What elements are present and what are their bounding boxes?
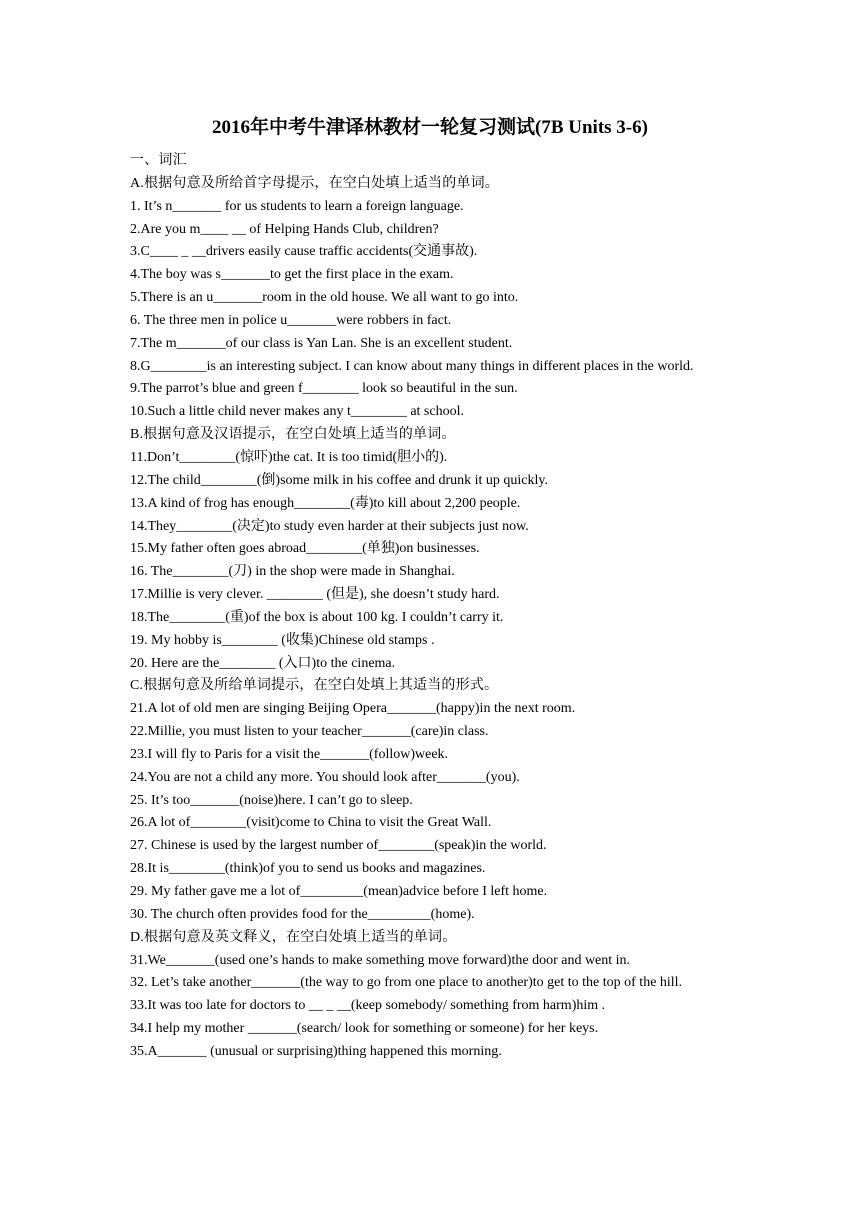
- section-c-heading: C.根据句意及所给单词提示，在空白处填上其适当的形式。: [130, 678, 499, 694]
- question-21: 21.A lot of old men are singing Beijing Opera_______(happy)in the next room.: [130, 701, 576, 717]
- vocab-heading: 一、词汇: [130, 153, 187, 168]
- question-19: 19. My hobby is________ (收集)Chinese old stamps .: [130, 632, 435, 648]
- question-12: 12.The child________(倒)some milk in his coffee and drunk it up quickly.: [130, 472, 548, 488]
- question-30: 30. The church often provides food for the_________(home).: [130, 906, 475, 922]
- question-15: 15.My father often goes abroad________(单独)on businesses.: [130, 541, 480, 557]
- question-9: 9.The parrot’s blue and green f________ look so beautiful in the sun.: [130, 381, 518, 397]
- question-27: 27. Chinese is used by the largest number of________(speak)in the world.: [130, 838, 547, 854]
- question-4: 4.The boy was s_______to get the first place in the exam.: [130, 267, 454, 283]
- question-11: 11.Don’t________(惊吓)the cat. It is too timid(胆小的).: [130, 449, 448, 465]
- question-14: 14.They________(决定)to study even harder at their subjects just now.: [130, 518, 529, 534]
- question-24: 24.You are not a child any more. You should look after_______(you).: [130, 769, 520, 785]
- section-d-heading: D.根据句意及英文释义，在空白处填上适当的单词。: [130, 929, 457, 945]
- question-6: 6. The three men in police u_______were robbers in fact.: [130, 312, 452, 328]
- section-b-heading: B.根据句意及汉语提示，在空白处填上适当的单词。: [130, 427, 456, 443]
- page-title: 2016年中考牛津译林教材一轮复习测试(7B Units 3-6): [212, 117, 648, 138]
- question-13: 13.A kind of frog has enough________(毒)to kill about 2,200 people.: [130, 495, 521, 511]
- section-a-heading: A.根据句意及所给首字母提示，在空白处填上适当的单词。: [130, 175, 500, 191]
- question-17: 17.Millie is very clever. ________ (但是), she doesn’t study hard.: [130, 587, 500, 603]
- question-32: 32. Let’s take another_______(the way to go from one place to another)to get to the top of the hill.: [130, 975, 683, 991]
- question-22: 22.Millie, you must listen to your teacher_______(care)in class.: [130, 724, 489, 740]
- question-1: 1. It’s n_______ for us students to learn a foreign language.: [130, 198, 464, 214]
- question-3: 3.C____ _ __drivers easily cause traffic accidents(交通事故).: [130, 244, 478, 260]
- question-34: 34.I help my mother _______(search/ look for something or someone) for her keys.: [130, 1021, 599, 1037]
- question-25: 25. It’s too_______(noise)here. I can’t go to sleep.: [130, 792, 413, 808]
- question-31: 31.We_______(used one’s hands to make something move forward)the door and went in.: [130, 952, 631, 968]
- question-10: 10.Such a little child never makes any t________ at school.: [130, 404, 464, 420]
- question-29: 29. My father gave me a lot of_________(mean)advice before I left home.: [130, 884, 548, 899]
- question-7: 7.The m_______of our class is Yan Lan. She is an excellent student.: [130, 335, 513, 351]
- question-16: 16. The________(刀) in the shop were made in Shanghai.: [130, 564, 455, 580]
- question-33: 33.It was too late for doctors to __ _ __(keep somebody/ something from harm)him .: [130, 998, 606, 1014]
- question-2: 2.Are you m____ __ of Helping Hands Club, children?: [130, 221, 439, 237]
- question-18: 18.The________(重)of the box is about 100 kg. I couldn’t carry it.: [130, 609, 504, 625]
- question-35: 35.A_______ (unusual or surprising)thing happened this morning.: [130, 1043, 502, 1059]
- content-body: [130, 150, 732, 1064]
- question-20: 20. Here are the________ (入口)to the cinema.: [130, 655, 396, 671]
- question-23: 23.I will fly to Paris for a visit the_______(follow)week.: [130, 746, 449, 762]
- question-5: 5.There is an u_______room in the old house. We all want to go into.: [130, 290, 519, 306]
- question-8: 8.G________is an interesting subject. I can know about many things in different places in the world.: [130, 358, 694, 374]
- question-26: 26.A lot of________(visit)come to China to visit the Great Wall.: [130, 815, 492, 831]
- question-28: 28.It is________(think)of you to send us books and magazines.: [130, 861, 486, 877]
